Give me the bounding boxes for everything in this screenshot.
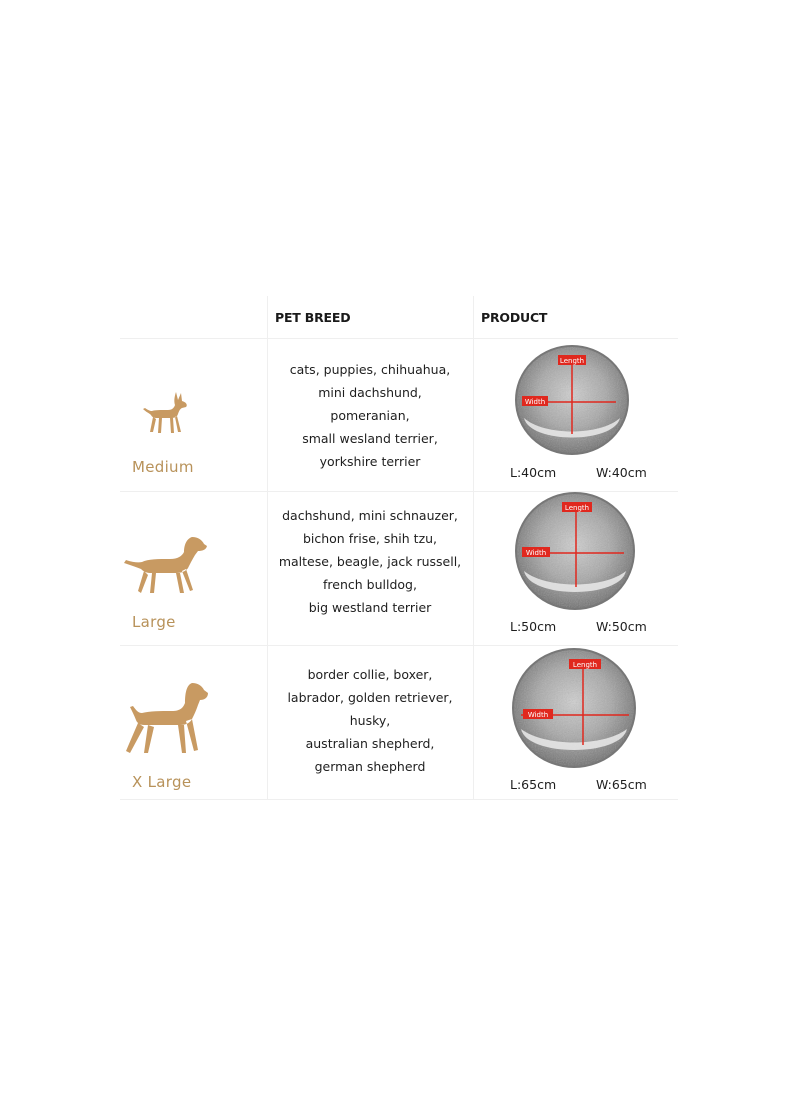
size-label: Large xyxy=(132,613,176,631)
bed-width: W:65cm xyxy=(596,777,647,792)
header-product: PRODUCT xyxy=(481,310,548,325)
breed-line: cats, puppies, chihuahua, xyxy=(289,362,451,377)
breed-line: bichon frise, shih tzu, xyxy=(302,531,438,546)
bed-width: W:50cm xyxy=(596,619,647,634)
bed-length: L:50cm xyxy=(510,619,557,634)
round-bed-icon xyxy=(514,491,636,611)
breed-line: maltese, beagle, jack russell, xyxy=(278,554,462,569)
breed-line: dachshund, mini schnauzer, xyxy=(282,508,458,523)
breed-list xyxy=(267,663,473,778)
bed-length-label: Length xyxy=(572,661,598,669)
size-label: X Large xyxy=(132,773,192,791)
breed-line: german shepherd xyxy=(314,759,426,774)
breed-line: big westland terrier xyxy=(308,600,432,615)
size-row-medium xyxy=(120,338,678,491)
bed-width-label: Width xyxy=(527,711,549,719)
breed-line: australian shepherd, xyxy=(305,736,435,751)
breed-line: husky, xyxy=(349,713,391,728)
chihuahua-icon xyxy=(140,390,190,436)
labrador-icon xyxy=(122,533,208,597)
round-bed-icon xyxy=(514,344,630,456)
size-row-xlarge xyxy=(120,645,678,800)
breed-line: mini dachshund, xyxy=(318,385,422,400)
bed-width-label: Width xyxy=(525,549,547,557)
breed-line: small wesland terrier, xyxy=(302,431,438,446)
breed-line: labrador, golden retriever, xyxy=(287,690,453,705)
bed-length: L:40cm xyxy=(510,465,557,480)
bed-length-label: Length xyxy=(559,357,585,365)
bed-width-label: Width xyxy=(524,398,546,406)
breed-list xyxy=(267,504,473,619)
size-chart xyxy=(120,296,678,800)
breed-line: yorkshire terrier xyxy=(319,454,421,469)
breed-list xyxy=(267,358,473,473)
size-label: Medium xyxy=(132,458,194,476)
size-row-large xyxy=(120,491,678,645)
boxer-icon xyxy=(120,681,212,757)
bed-length: L:65cm xyxy=(510,777,557,792)
breed-line: french bulldog, xyxy=(323,577,417,592)
bed-width: W:40cm xyxy=(596,465,647,480)
header-pet-breed: PET BREED xyxy=(275,310,351,325)
round-bed-icon xyxy=(511,647,637,769)
breed-line: pomeranian, xyxy=(330,408,410,423)
bed-length-label: Length xyxy=(564,504,590,512)
breed-line: border collie, boxer, xyxy=(307,667,433,682)
